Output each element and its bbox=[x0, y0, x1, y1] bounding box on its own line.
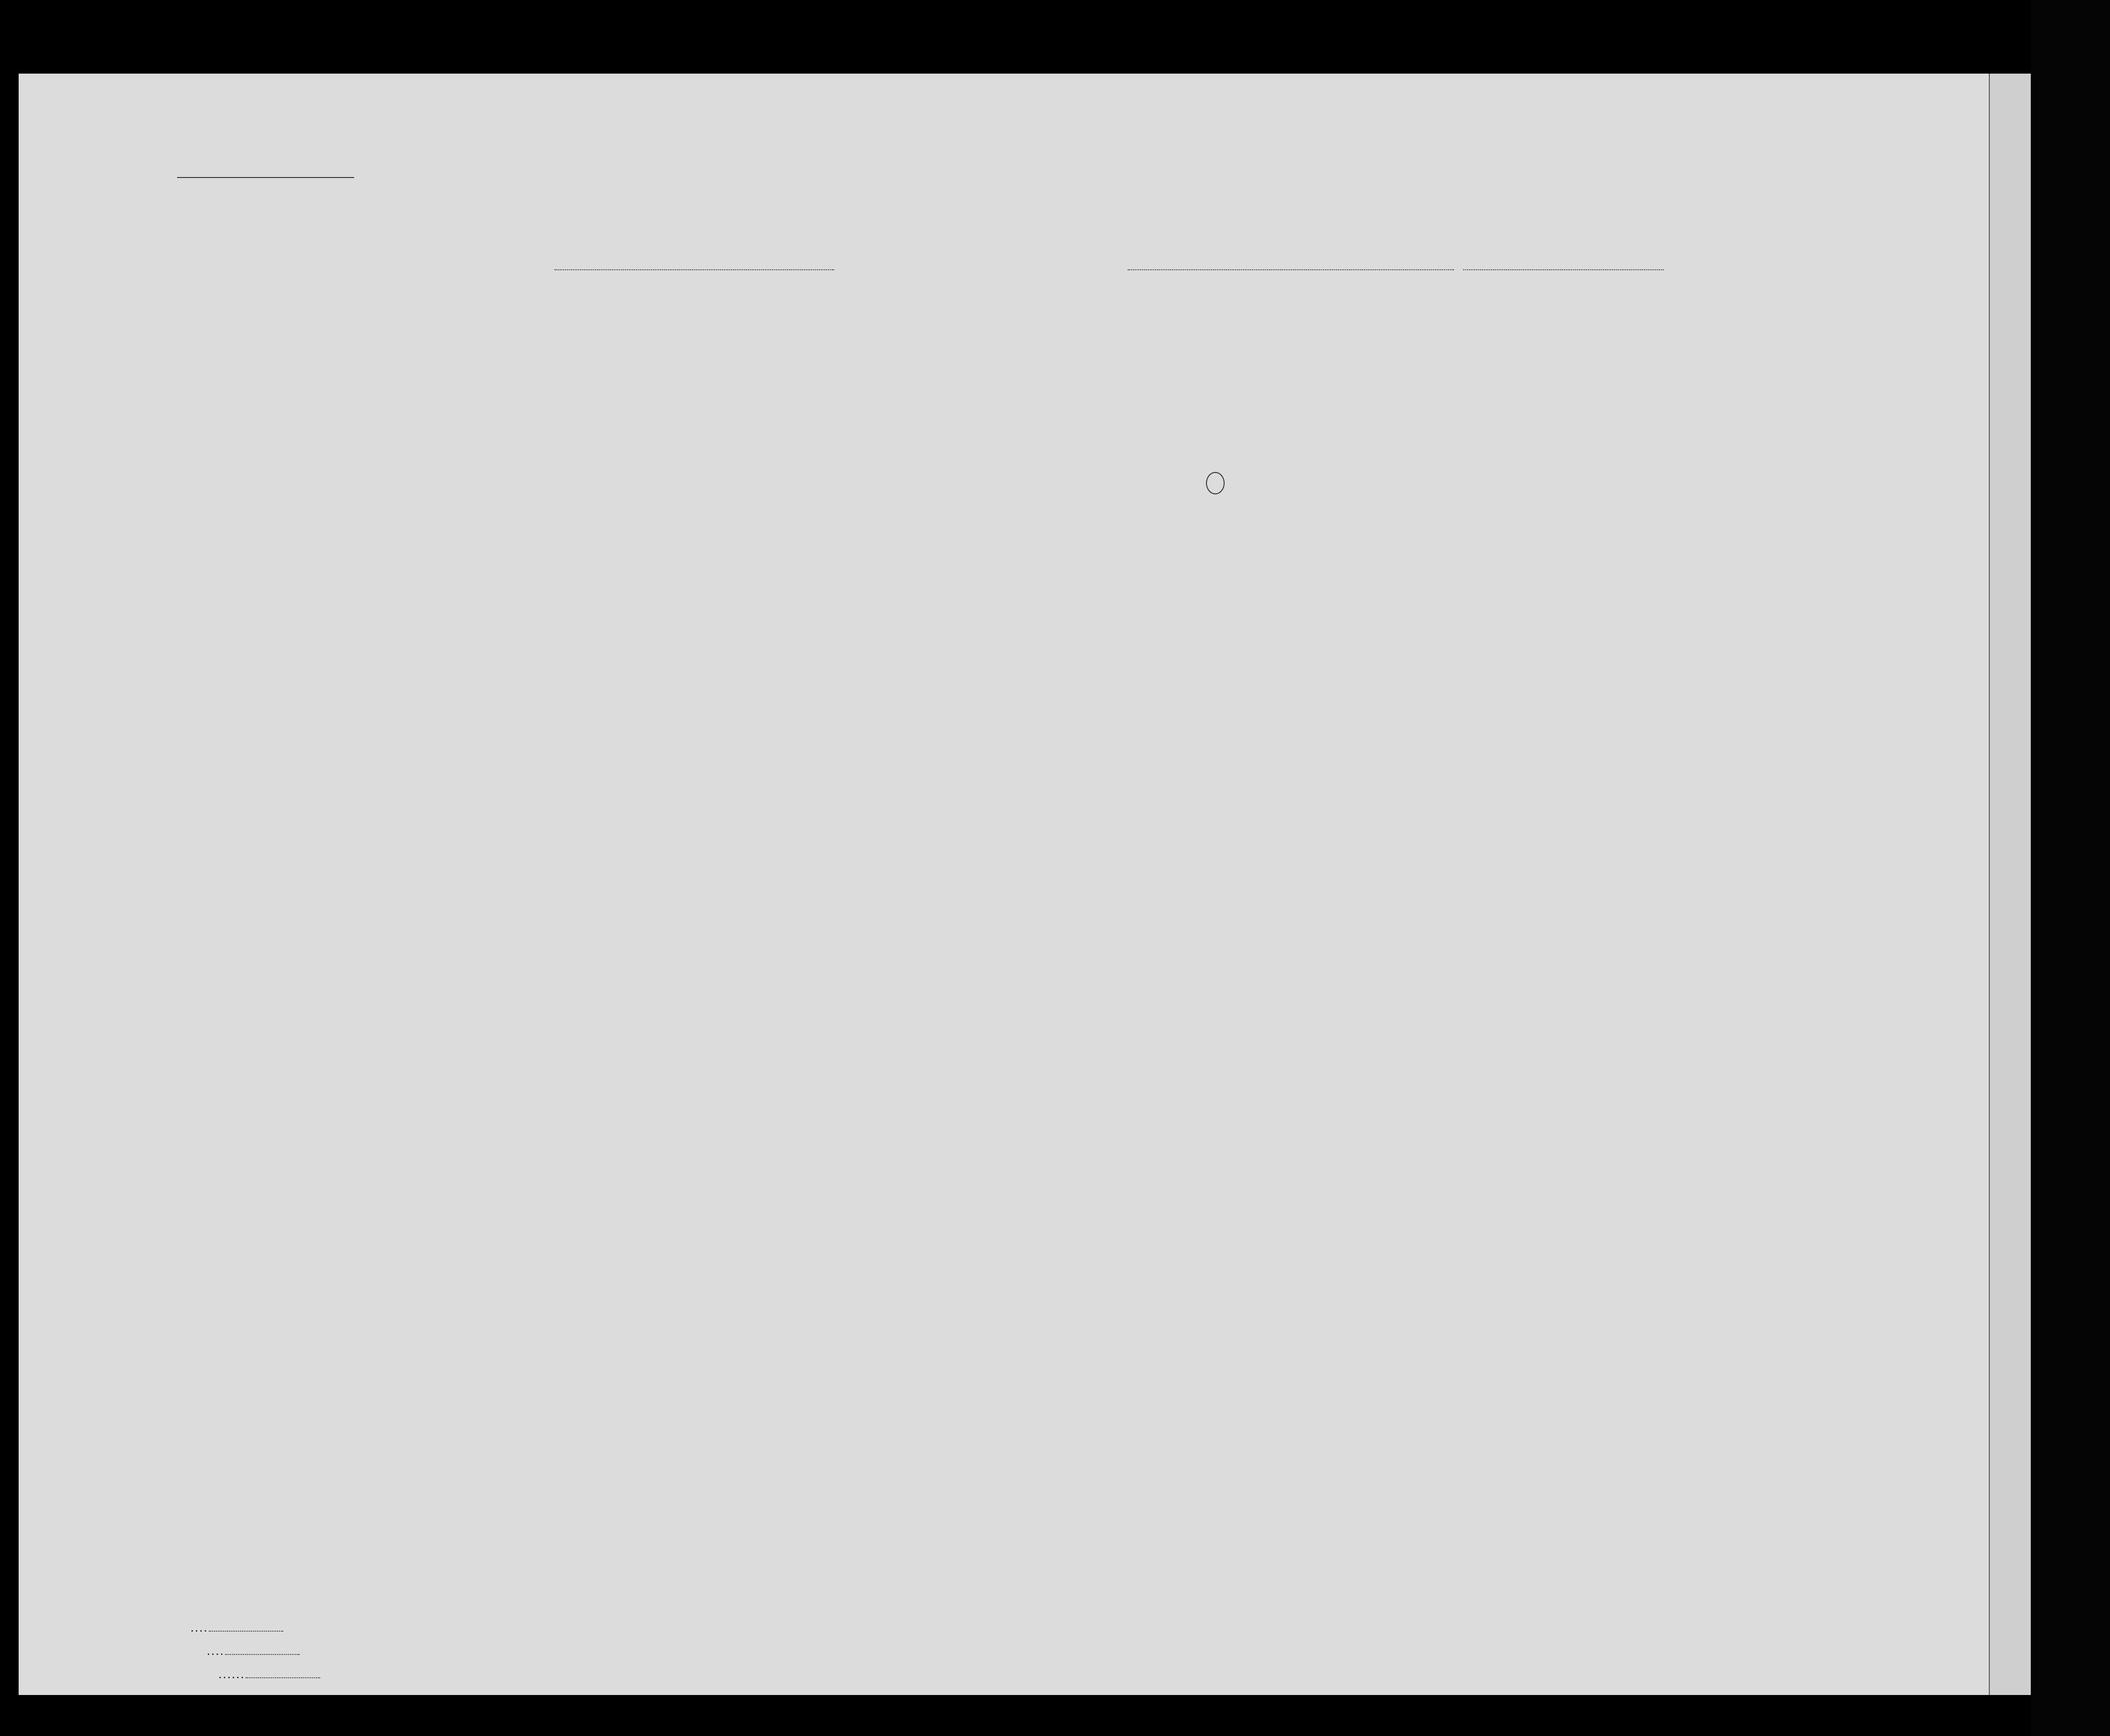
circled-one bbox=[1206, 472, 1225, 494]
scan-background bbox=[2031, 0, 2110, 1736]
manifest-grid bbox=[19, 74, 1989, 1695]
manifest-sheet bbox=[19, 74, 1989, 1695]
footer-total: . . . . bbox=[191, 1624, 283, 1634]
footer-aliens: . . . . . . bbox=[219, 1671, 320, 1681]
footer-citizens: . . . . bbox=[207, 1647, 300, 1658]
overlapping-page-edge bbox=[1989, 74, 2032, 1695]
